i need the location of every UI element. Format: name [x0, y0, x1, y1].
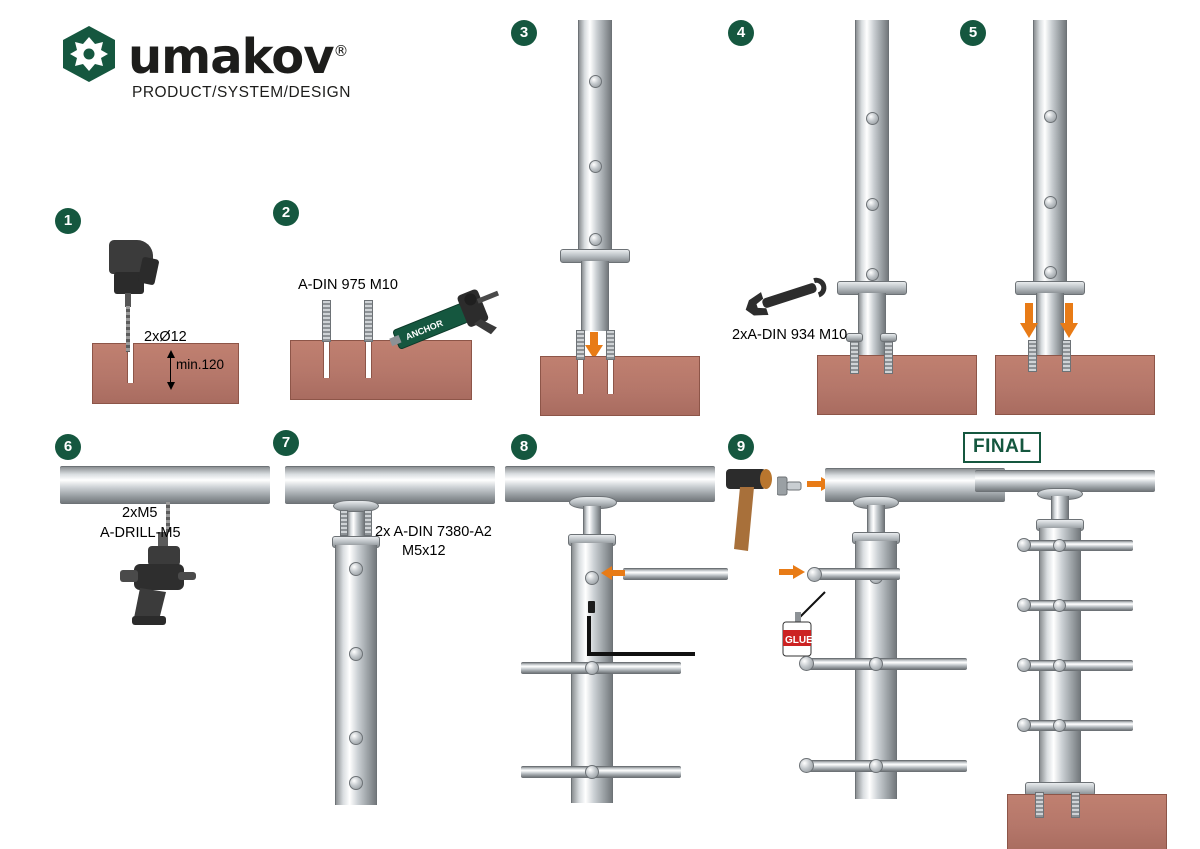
caulking-gun-icon: [386, 288, 506, 350]
end-cap-icon: [807, 567, 822, 582]
step-number-8: 8: [511, 434, 537, 460]
crossbar-boss: [585, 571, 599, 585]
post-neck: [583, 506, 601, 536]
crossbar-boss: [349, 731, 363, 745]
final-badge: FINAL: [963, 432, 1041, 463]
step-1-label-diameter: 2xØ12: [144, 329, 187, 345]
concrete-base: [1007, 794, 1167, 849]
post-tube: [855, 20, 889, 282]
drill-handle: [137, 257, 159, 286]
step-1-illustration: [92, 240, 242, 410]
crossbar-boss: [349, 776, 363, 790]
step-2-illustration: [290, 277, 520, 410]
step-2-label-rod: A-DIN 975 M10: [298, 277, 398, 293]
step-4-illustration: [732, 20, 1000, 410]
crossbar-tube: [807, 658, 967, 670]
step-3-illustration: [540, 20, 730, 410]
threaded-rod-icon: [884, 338, 893, 374]
crossbar-boss: [1053, 539, 1066, 552]
crossbar-boss: [349, 562, 363, 576]
end-cap-icon: [777, 474, 803, 498]
crossbar-boss: [1053, 719, 1066, 732]
end-cap-icon: [1017, 598, 1031, 612]
handrail-tube: [60, 466, 270, 504]
drill-bit: [126, 306, 130, 352]
crossbar-boss: [1044, 110, 1057, 123]
concrete-base: [540, 356, 700, 416]
crossbar-tube: [1023, 600, 1133, 611]
crossbar-boss: [866, 198, 879, 211]
step-6-label-thread: 2xM5: [122, 505, 158, 521]
crossbar-tube: [623, 568, 728, 580]
concrete-base: [817, 355, 977, 415]
left-arrow-icon: [601, 565, 625, 581]
drilled-hole: [365, 340, 372, 378]
right-arrow-icon: [779, 564, 805, 580]
step-9-illustration: [715, 460, 1005, 830]
crossbar-boss: [585, 661, 599, 675]
crossbar-boss: [585, 765, 599, 779]
threaded-rod-icon: [1062, 340, 1071, 372]
crossbar-boss: [589, 75, 602, 88]
end-cap-icon: [1017, 538, 1031, 552]
brand-name: umakov: [128, 29, 334, 85]
end-cap-icon: [799, 758, 814, 773]
drilled-hole: [607, 356, 614, 394]
crossbar-boss: [869, 759, 883, 773]
grub-screw-hole: [588, 601, 595, 613]
threaded-rod-icon: [1035, 792, 1044, 818]
step-1-label-depth: min.120: [176, 357, 225, 372]
end-cap-icon: [799, 656, 814, 671]
base-sleeve: [581, 261, 609, 331]
end-cap-icon: [1017, 718, 1031, 732]
handrail-tube: [285, 466, 495, 504]
post-tube: [335, 545, 377, 805]
crossbar-boss: [1053, 599, 1066, 612]
step-number-4: 4: [728, 20, 754, 46]
post-tube: [578, 20, 612, 250]
crossbar-tube: [1023, 720, 1133, 731]
crossbar-boss: [1053, 659, 1066, 672]
crossbar-boss: [1044, 266, 1057, 279]
threaded-rod-icon: [606, 330, 615, 360]
post-neck: [867, 505, 885, 533]
step-6-illustration: [60, 466, 280, 636]
crossbar-tube: [521, 766, 681, 778]
allen-key-icon: [583, 614, 703, 664]
crossbar-boss: [869, 657, 883, 671]
crossbar-tube: [1023, 660, 1133, 671]
crossbar-boss: [349, 647, 363, 661]
crossbar-boss: [1044, 196, 1057, 209]
step-number-7: 7: [273, 430, 299, 456]
post-tube: [1039, 528, 1081, 784]
threaded-rod-icon: [576, 330, 585, 360]
svg-text:GLUE: GLUE: [785, 635, 813, 646]
step-number-1: 1: [55, 208, 81, 234]
nut-icon: [846, 333, 863, 342]
threaded-rod-icon: [1028, 340, 1037, 372]
step-7-label-screw: 2x A-DIN 7380-A2: [375, 524, 492, 540]
crossbar-boss: [589, 233, 602, 246]
threaded-rod-icon: [850, 338, 859, 374]
registered-mark: ®: [333, 42, 348, 60]
concrete-base: [995, 355, 1155, 415]
post-neck: [347, 512, 365, 538]
brand-tagline: PRODUCT/SYSTEM/DESIGN: [132, 84, 351, 101]
crossbar-tube: [807, 760, 967, 772]
crossbar-tube: [815, 568, 900, 580]
step-7-label-size: M5x12: [402, 543, 446, 559]
step-number-2: 2: [273, 200, 299, 226]
screw-icon: [364, 510, 372, 536]
step-5-illustration: [985, 20, 1165, 410]
step-number-5: 5: [960, 20, 986, 46]
step-6-label-drill: A-DRILL-M5: [100, 525, 181, 541]
step-number-9: 9: [728, 434, 754, 460]
drill-collar: [125, 293, 131, 307]
step-number-6: 6: [55, 434, 81, 460]
base-sleeve: [858, 293, 886, 355]
down-arrow-icon: [1019, 303, 1039, 339]
nut-icon: [880, 333, 897, 342]
crossbar-boss: [866, 112, 879, 125]
drill-icon: [118, 532, 213, 627]
post-neck: [1051, 496, 1069, 520]
post-tube: [1033, 20, 1067, 282]
umakov-hexagon-logo-icon: [60, 25, 118, 83]
step-4-label-nuts: 2xA-DIN 934 M10: [732, 327, 848, 343]
down-arrow-icon: [1059, 303, 1079, 339]
drilled-hole: [577, 356, 584, 394]
crossbar-tube: [1023, 540, 1133, 551]
threaded-rod-icon: [1071, 792, 1080, 818]
final-illustration: [975, 470, 1185, 840]
drilled-hole: [323, 340, 330, 378]
brand-logo: [60, 22, 410, 100]
crossbar-boss: [866, 268, 879, 281]
svg-text:ANCHOR: ANCHOR: [404, 317, 445, 342]
threaded-rod-icon: [322, 300, 331, 342]
crossbar-tube: [521, 662, 681, 674]
wrench-icon: [740, 275, 830, 321]
step-number-3: 3: [511, 20, 537, 46]
end-cap-icon: [1017, 658, 1031, 672]
threaded-rod-icon: [364, 300, 373, 342]
crossbar-boss: [589, 160, 602, 173]
